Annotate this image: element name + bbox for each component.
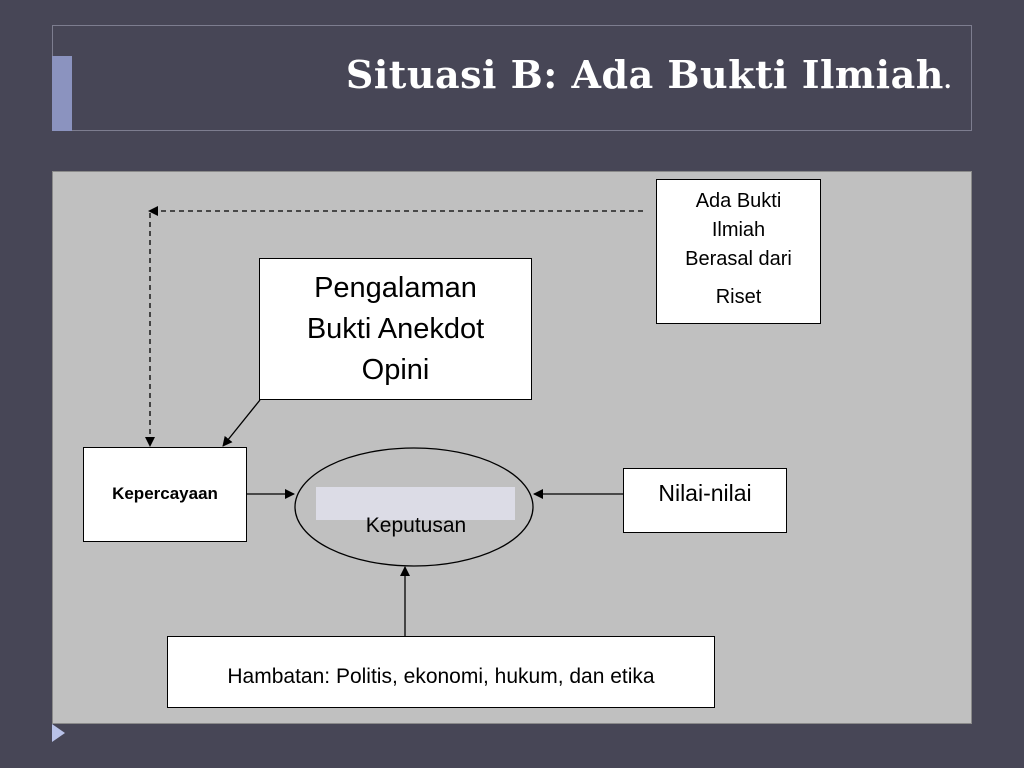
experience-line: Opini <box>361 354 430 386</box>
scientific-evidence-box <box>656 179 821 324</box>
slide-title-text: Situasi B: Ada Bukti Ilmiah <box>345 52 944 97</box>
experience-box <box>259 258 532 400</box>
experience-line: Bukti Anekdot <box>306 313 485 345</box>
barriers-box <box>167 636 715 708</box>
values-label: Nilai-nilai <box>658 480 752 506</box>
experience-line: Pengalaman <box>314 272 477 304</box>
belief-label: Kepercayaan <box>112 484 218 503</box>
belief-box <box>83 447 247 542</box>
evidence-line: Riset <box>715 286 762 308</box>
experience-to-belief-arrow <box>223 400 260 446</box>
slide-title-suffix: . <box>943 68 952 94</box>
values-box <box>623 468 787 533</box>
evidence-line: Ilmiah <box>711 219 766 241</box>
decision-label: Keputusan <box>365 514 467 537</box>
evidence-line: Ada Bukti <box>695 190 782 212</box>
next-slide-arrow-icon[interactable] <box>52 724 65 742</box>
barriers-label: Hambatan: Politis, ekonomi, hukum, dan etika <box>227 665 655 688</box>
evidence-line: Berasal dari <box>685 248 792 270</box>
